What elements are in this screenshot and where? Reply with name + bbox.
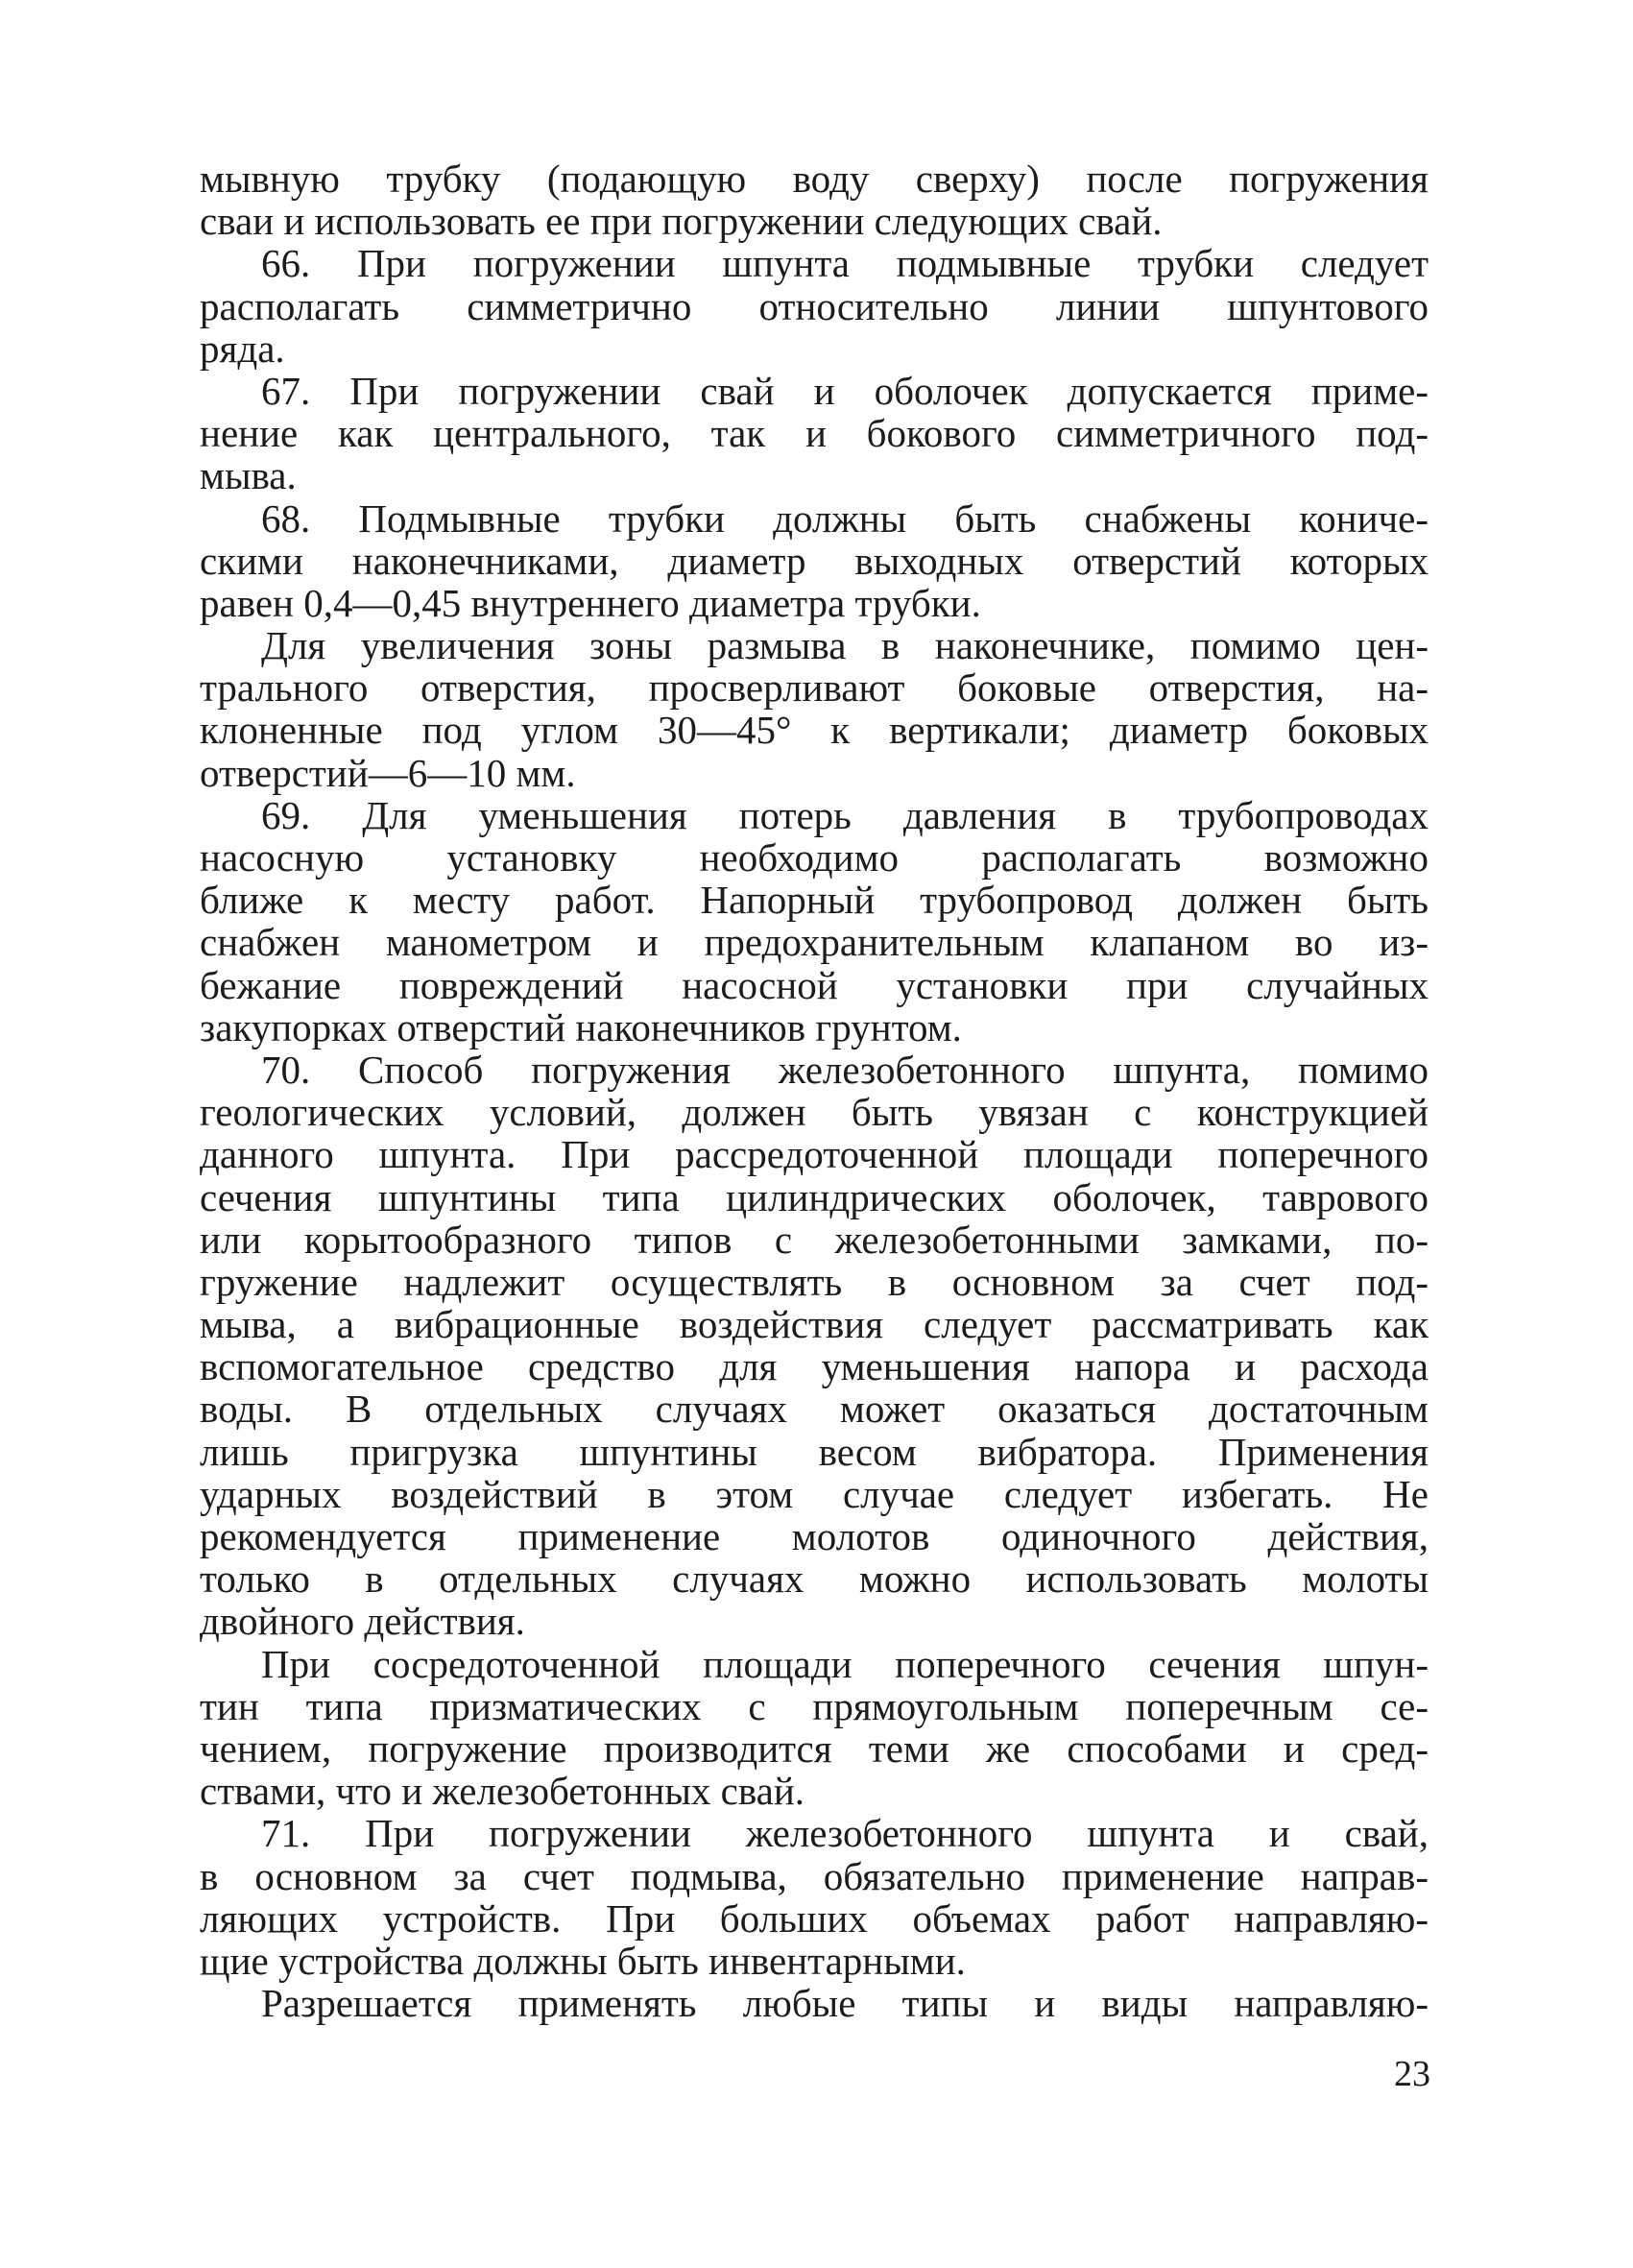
text-line: сечения шпунтины типа цилиндрических оболочек, таврового xyxy=(200,1174,1429,1219)
text-line: 68. Подмывные трубки должны быть снабжены коничe- xyxy=(261,495,1429,541)
text-line: ударных воздействий в этом случае следует избегать. Не xyxy=(200,1471,1429,1516)
text-line: скими наконечниками, диаметр выходных отверстий которых xyxy=(200,538,1429,583)
text-line: сваи и использовать ее при погружении следующих свай. xyxy=(200,199,1163,244)
text-line: бежание повреждений насосной установки при случайных xyxy=(200,962,1429,1007)
text-line: При сосредоточенной площади поперечного сечения шпун- xyxy=(261,1641,1429,1686)
text-line: располагать симметрично относительно линии шпунтового xyxy=(200,283,1429,328)
text-line: вспомогательное средство для уменьшения напора и расхода xyxy=(200,1344,1429,1389)
page-number: 23 xyxy=(1394,2054,1430,2094)
text-line: Для увеличения зоны размыва в наконечнике, помимо цен- xyxy=(261,623,1429,668)
text-line: закупорках отверстий наконечников грунтом. xyxy=(200,1004,962,1050)
text-line: ляющих устройств. При больших объемах работ направляю- xyxy=(200,1895,1429,1941)
text-line: геологических условий, должен быть увязан с конструкцией xyxy=(200,1090,1429,1135)
text-line: щие устройства должны быть инвентарными. xyxy=(200,1938,966,1983)
text-line: ствами, что и железобетонных свай. xyxy=(200,1769,805,1814)
text-line: только в отдельных случаях можно использовать молоты xyxy=(200,1556,1429,1602)
text-line: ближе к месту работ. Напорный трубопровод должен быть xyxy=(200,878,1429,923)
text-line: снабжен манометром и предохранительным клапаном во из- xyxy=(200,920,1429,965)
text-line: двойного действия. xyxy=(200,1599,525,1644)
text-line: 71. При погружении железобетонного шпунта и свай, xyxy=(261,1811,1429,1856)
text-line: 66. При погружении шпунта подмывные трубки следует xyxy=(261,241,1429,286)
text-line: мыва. xyxy=(200,453,297,498)
text-line: мывную трубку (подающую воду сверху) после погружения xyxy=(200,157,1429,201)
text-line: данного шпунта. При рассредоточенной площади поперечного xyxy=(200,1132,1429,1177)
text-line: рекомендуется применение молотов одиночного действия, xyxy=(200,1514,1429,1558)
text-line: трального отверстия, просверливают боковые отверстия, на- xyxy=(200,665,1429,711)
text-line: мыва, а вибрационные воздействия следует рассматривать как xyxy=(200,1302,1429,1347)
text-line: нение как центрального, так и бокового симметричного под- xyxy=(200,411,1429,456)
text-line: клоненные под углом 30—45° к вертикали; диаметр боковых xyxy=(200,708,1429,753)
text-line: чением, погружение производится теми же способами и сред- xyxy=(200,1725,1429,1771)
text-line: 67. При погружении свай и оболочек допускается приме- xyxy=(261,368,1429,413)
text-line: отверстий—6—10 мм. xyxy=(200,750,576,795)
text-line: гружение надлежит осуществлять в основном за счет под- xyxy=(200,1259,1429,1304)
text-line: насосную установку необходимо располагать возможно xyxy=(200,835,1429,880)
text-line: лишь пригрузка шпунтины весом вибратора. Применения xyxy=(200,1429,1429,1474)
text-line: воды. В отдельных случаях может оказаться достаточным xyxy=(200,1387,1429,1432)
text-line: или корытообразного типов с железобетонными замками, по- xyxy=(200,1217,1429,1262)
text-line: в основном за счет подмыва, обязательно применение направ- xyxy=(200,1853,1429,1898)
body-text xyxy=(200,157,1429,2024)
text-line: 70. Способ погружения железобетонного шпунта, помимо xyxy=(261,1047,1429,1092)
text-line: равен 0,4—0,45 внутреннего диаметра трубки. xyxy=(200,580,981,625)
text-line: тин типа призматических с прямоугольным поперечным се- xyxy=(200,1683,1429,1728)
text-line: 69. Для уменьшения потерь давления в трубопроводах xyxy=(261,792,1429,837)
text-line: ряда. xyxy=(200,326,285,371)
text-line: Разрешается применять любые типы и виды направляю- xyxy=(261,1981,1429,2026)
